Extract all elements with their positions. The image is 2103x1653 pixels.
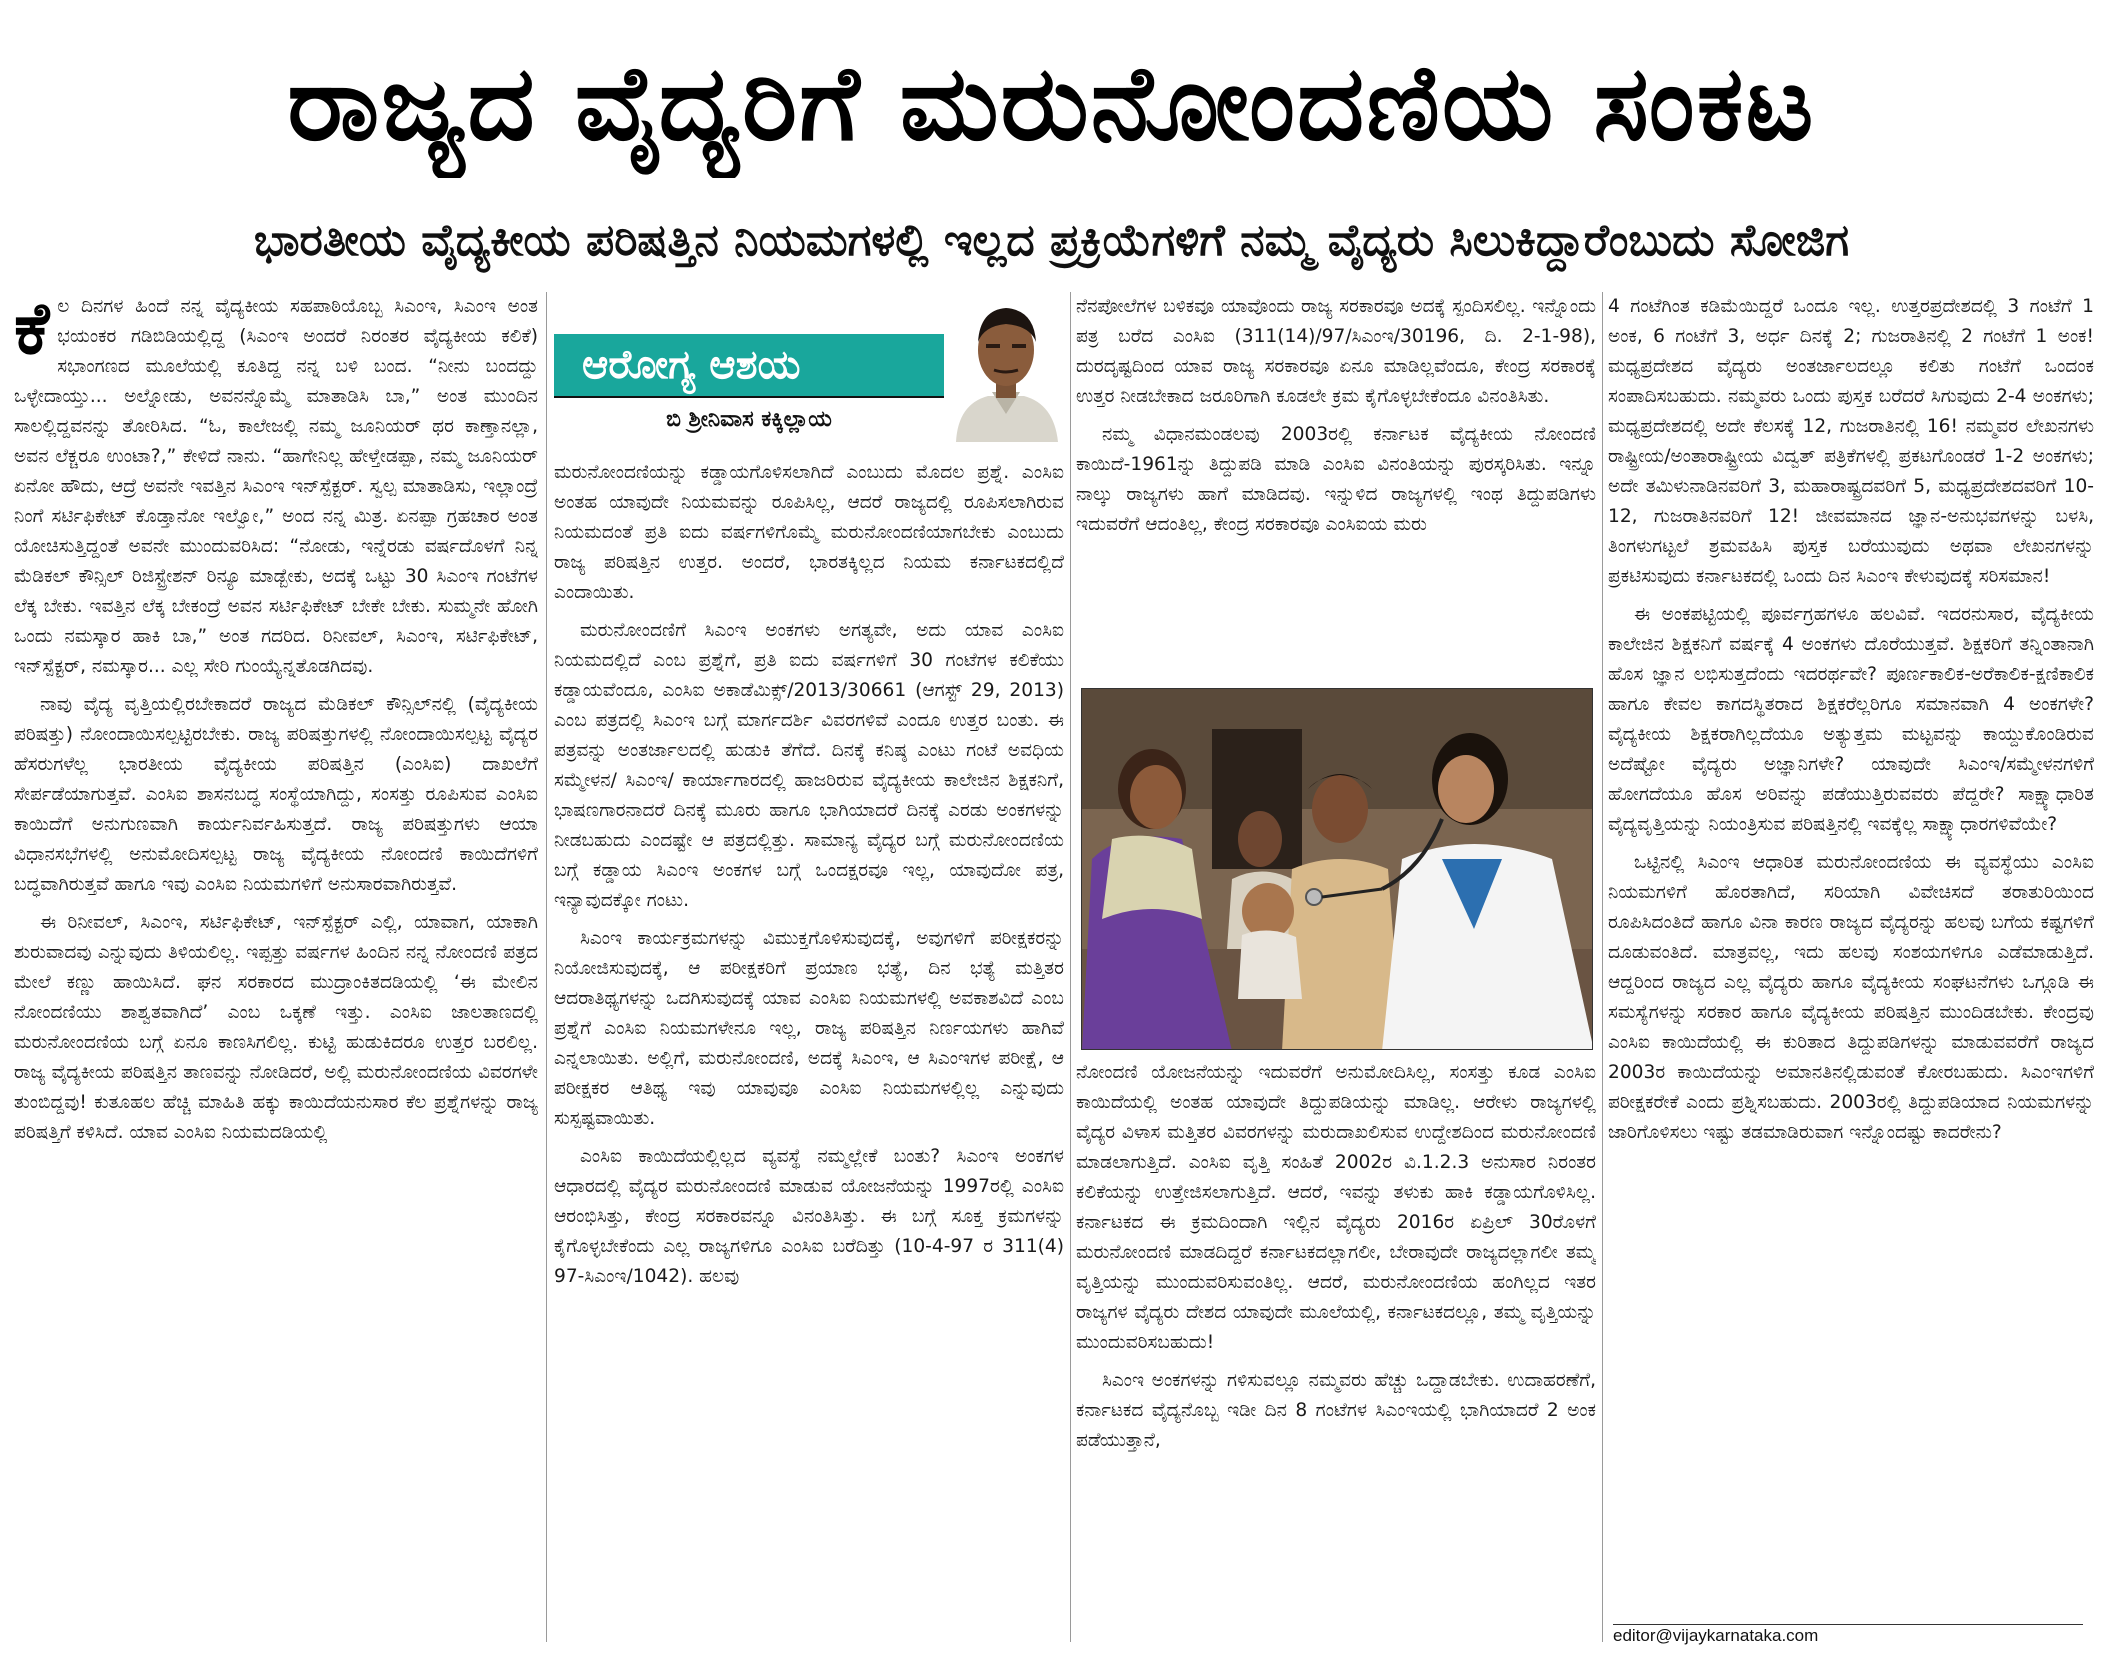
article-paragraph: ನಮ್ಮ ವಿಧಾನಮಂಡಲವು 2003ರಲ್ಲಿ ಕರ್ನಾಟಕ ವೈದ್ಯಕೀಯ ನೋಂದಣಿ ಕಾಯಿದೆ-1961ನ್ನು ತಿದ್ದುಪಡಿ ಮಾಡಿ ಎಂಸಿಐ ವಿನಂತಿಯನ್ನು ಪುರಸ್ಕರಿಸಿತು. ಇನ್ನೂ ನಾಲ್ಕು ರಾಜ್ಯಗಳು ಹಾಗೆ ಮಾಡಿದವು. ಇನ್ನುಳಿದ ರಾಜ್ಯಗಳಲ್ಲಿ ಇಂಥ ತಿದ್ದುಪಡಿಗಳು ಇದುವರೆಗೆ ಆದಂತಿಲ್ಲ, ಕೇಂದ್ರ ಸರಕಾರವೂ ಎಂಸಿಐಯ ಮರು	[1076, 424, 1596, 535]
article-paragraph: ಎಂಸಿಐ ಕಾಯಿದೆಯಲ್ಲಿಲ್ಲದ ವ್ಯವಸ್ಥೆ ನಮ್ಮಲ್ಲೇಕೆ ಬಂತು? ಸಿಎಂಇ ಅಂಕಗಳ ಆಧಾರದಲ್ಲಿ ವೈದ್ಯರ ಮರುನೋಂದಣಿ ಮಾಡುವ ಯೋಜನೆಯನ್ನು 1997ರಲ್ಲಿ ಎಂಸಿಐ ಆರಂಭಿಸಿತ್ತು, ಕೇಂದ್ರ ಸರಕಾರವನ್ನೂ ವಿನಂತಿಸಿತ್ತು. ಈ ಬಗ್ಗೆ ಸೂಕ್ತ ಕ್ರಮಗಳನ್ನು ಕೈಗೊಳ್ಳಬೇಕೆಂದು ಎಲ್ಲ ರಾಜ್ಯಗಳಿಗೂ ಎಂಸಿಐ ಬರೆದಿತ್ತು (10-4-97 ರ 311(4) 97-ಸಿಎಂಇ/1042). ಹಲವು	[554, 1146, 1064, 1287]
column-divider	[1602, 292, 1603, 1642]
article-paragraph: ಮರುನೋಂದಣಿಗೆ ಸಿಎಂಇ ಅಂಕಗಳು ಅಗತ್ಯವೇ, ಅದು ಯಾವ ಎಂಸಿಐ ನಿಯಮದಲ್ಲಿದೆ ಎಂಬ ಪ್ರಶ್ನೆಗೆ, ಪ್ರತಿ ಐದು ವರ್ಷಗಳಿಗೆ 30 ಗಂಟೆಗಳ ಕಲಿಕೆಯು ಕಡ್ಡಾಯವೆಂದೂ, ಎಂಸಿಐ ಅಕಾಡೆಮಿಕ್ಸ್/2013/30661 (ಆಗಸ್ಟ್ 29, 2013) ಎಂಬ ಪತ್ರದಲ್ಲಿ ಸಿಎಂಇ ಬಗ್ಗೆ ಮಾರ್ಗದರ್ಶಿ ವಿವರಗಳಿವೆ ಎಂದೂ ಉತ್ತರ ಬಂತು. ಈ ಪತ್ರವನ್ನು ಅಂತರ್ಜಾಲದಲ್ಲಿ ಹುಡುಕಿ ತೆಗೆದೆ. ದಿನಕ್ಕೆ ಕನಿಷ್ಠ ಎಂಟು ಗಂಟೆ ಅವಧಿಯ ಸಮ್ಮೇಳನ/ ಸಿಎಂಇ/ ಕಾರ್ಯಾಗಾರದಲ್ಲಿ ಹಾಜರಿರುವ ವೈದ್ಯಕೀಯ ಕಾಲೇಜಿನ ಶಿಕ್ಷಕನಿಗೆ, ಭಾಷಣಗಾರನಾದರೆ ದಿನಕ್ಕೆ ಮೂರು ಹಾಗೂ ಭಾಗಿಯಾದರೆ ದಿನಕ್ಕೆ ಎರಡು ಅಂಕಗಳನ್ನು ನೀಡಬಹುದು ಎಂದಷ್ಟೇ ಆ ಪತ್ರದಲ್ಲಿತ್ತು. ಸಾಮಾನ್ಯ ವೈದ್ಯರ ಬಗ್ಗೆ ಮರುನೋಂದಣಿಯ ಬಗ್ಗೆ ಕಡ್ಡಾಯ ಸಿಎಂಇ ಅಂಕಗಳ ಬಗ್ಗೆ ಒಂದಕ್ಷರವೂ ಇಲ್ಲ, ಯಾವುದೋ ಪತ್ರ, ಇನ್ಯಾವುದಕ್ಕೋ ಗಂಟು.	[554, 620, 1064, 911]
author-byline: ಬಿ ಶ್ರೀನಿವಾಸ ಕಕ್ಕಿಲ್ಲಾಯ	[554, 396, 944, 440]
column-divider	[1070, 292, 1071, 1642]
article-paragraph: ಮರುನೋಂದಣಿಯನ್ನು ಕಡ್ಡಾಯಗೊಳಿಸಲಾಗಿದೆ ಎಂಬುದು ಮೊದಲ ಪ್ರಶ್ನೆ. ಎಂಸಿಐ ಅಂತಹ ಯಾವುದೇ ನಿಯಮವನ್ನು ರೂಪಿಸಿಲ್ಲ, ಆದರೆ ರಾಜ್ಯದಲ್ಲಿ ರೂಪಿಸಲಾಗಿರುವ ನಿಯಮದಂತೆ ಪ್ರತಿ ಐದು ವರ್ಷಗಳಿಗೊಮ್ಮೆ ಮರುನೋಂದಣಿಯಾಗಬೇಕು ಎಂಬುದು ರಾಜ್ಯ ಪರಿಷತ್ತಿನ ಉತ್ತರ. ಅಂದರೆ, ಭಾರತಕ್ಕಿಲ್ಲದ ನಿಯಮ ಕರ್ನಾಟಕದಲ್ಲಿದೆ ಎಂದಾಯಿತು.	[554, 462, 1064, 603]
article-photo	[1081, 688, 1593, 1050]
article-paragraph: ಸಿಎಂಇ ಕಾರ್ಯಕ್ರಮಗಳನ್ನು ವಿಮುಕ್ತಗೊಳಿಸುವುದಕ್ಕೆ, ಅವುಗಳಿಗೆ ಪರೀಕ್ಷಕರನ್ನು ನಿಯೋಜಿಸುವುದಕ್ಕೆ, ಆ ಪರೀಕ್ಷಕರಿಗೆ ಪ್ರಯಾಣ ಭತ್ಯೆ, ದಿನ ಭತ್ಯೆ ಮತ್ತಿತರ ಆದರಾತಿಥ್ಯಗಳನ್ನು ಒದಗಿಸುವುದಕ್ಕೆ ಯಾವ ಎಂಸಿಐ ನಿಯಮಗಳಲ್ಲಿ ಅವಕಾಶವಿದೆ ಎಂಬ ಪ್ರಶ್ನೆಗೆ ಎಂಸಿಐ ನಿಯಮಗಳೇನೂ ಇಲ್ಲ, ರಾಜ್ಯ ಪರಿಷತ್ತಿನ ನಿರ್ಣಯಗಳು ಹಾಗಿವೆ ಎನ್ನಲಾಯಿತು. ಅಲ್ಲಿಗೆ, ಮರುನೋಂದಣಿ, ಅದಕ್ಕೆ ಸಿಎಂಇ, ಆ ಸಿಎಂಇಗಳ ಪರೀಕ್ಷೆ, ಆ ಪರೀಕ್ಷಕರ ಆತಿಥ್ಯ ಇವು ಯಾವುವೂ ಎಂಸಿಐ ನಿಯಮಗಳಲ್ಲಿಲ್ಲ ಎನ್ನುವುದು ಸುಸ್ಪಷ್ಟವಾಯಿತು.	[554, 928, 1064, 1129]
article-paragraph: ನೋಂದಣಿ ಯೋಜನೆಯನ್ನು ಇದುವರೆಗೆ ಅನುಮೋದಿಸಿಲ್ಲ, ಸಂಸತ್ತು ಕೂಡ ಎಂಸಿಐ ಕಾಯಿದೆಯಲ್ಲಿ ಅಂತಹ ಯಾವುದೇ ತಿದ್ದುಪಡಿಯನ್ನು ಮಾಡಿಲ್ಲ. ಆರೇಳು ರಾಜ್ಯಗಳಲ್ಲಿ ವೈದ್ಯರ ವಿಳಾಸ ಮತ್ತಿತರ ವಿವರಗಳನ್ನು ಮರುದಾಖಲಿಸುವ ಉದ್ದೇಶದಿಂದ ಮರುನೋಂದಣಿ ಮಾಡಲಾಗುತ್ತಿದೆ. ಎಂಸಿಐ ವೃತ್ತಿ ಸಂಹಿತೆ 2002ರ ವಿ.1.2.3 ಅನುಸಾರ ನಿರಂತರ ಕಲಿಕೆಯನ್ನು ಉತ್ತೇಜಿಸಲಾಗುತ್ತಿದೆ. ಆದರೆ, ಇವನ್ನು ತಳುಕು ಹಾಕಿ ಕಡ್ಡಾಯಗೊಳಿಸಿಲ್ಲ. ಕರ್ನಾಟಕದ ಈ ಕ್ರಮದಿಂದಾಗಿ ಇಲ್ಲಿನ ವೈದ್ಯರು 2016ರ ಏಪ್ರಿಲ್ 30ರೊಳಗೆ ಮರುನೋಂದಣಿ ಮಾಡದಿದ್ದರೆ ಕರ್ನಾಟಕದಲ್ಲಾಗಲೀ, ಬೇರಾವುದೇ ರಾಜ್ಯದಲ್ಲಾಗಲೀ ತಮ್ಮ ವೃತ್ತಿಯನ್ನು ಮುಂದುವರಿಸುವಂತಿಲ್ಲ. ಆದರೆ, ಮರುನೋಂದಣಿಯ ಹಂಗಿಲ್ಲದ ಇತರ ರಾಜ್ಯಗಳ ವೈದ್ಯರು ದೇಶದ ಯಾವುದೇ ಮೂಲೆಯಲ್ಲಿ, ಕರ್ನಾಟಕದಲ್ಲೂ, ತಮ್ಮ ವೃತ್ತಿಯನ್ನು ಮುಂದುವರಿಸಬಹುದು!	[1076, 1062, 1596, 1353]
columnist-box	[554, 292, 1064, 448]
article-column-1	[14, 292, 538, 1642]
article-paragraph: 4 ಗಂಟೆಗಿಂತ ಕಡಿಮೆಯಿದ್ದರೆ ಒಂದೂ ಇಲ್ಲ. ಉತ್ತರಪ್ರದೇಶದಲ್ಲಿ 3 ಗಂಟೆಗೆ 1 ಅಂಕ, 6 ಗಂಟೆಗೆ 3, ಅರ್ಧ ದಿನಕ್ಕೆ 2; ಗುಜರಾತಿನಲ್ಲಿ 2 ಗಂಟೆಗೆ 1 ಅಂಕ! ಮಧ್ಯಪ್ರದೇಶದ ವೈದ್ಯರು ಅಂತರ್ಜಾಲದಲ್ಲೂ ಕಲಿತು ಗಂಟೆಗೆ ಒಂದಂಕ ಸಂಪಾದಿಸಬಹುದು. ನಮ್ಮವರು ಒಂದು ಪುಸ್ತಕ ಬರೆದರೆ ಸಿಗುವುದು 2-4 ಅಂಕಗಳು; ಮಧ್ಯಪ್ರದೇಶದಲ್ಲಿ ಅದೇ ಕೆಲಸಕ್ಕೆ 12, ಗುಜರಾತಿನಲ್ಲಿ 16! ನಮ್ಮವರ ಲೇಖನಗಳು ರಾಷ್ಟ್ರೀಯ/ಅಂತಾರಾಷ್ಟ್ರೀಯ ವಿದ್ವತ್ ಪತ್ರಿಕೆಗಳಲ್ಲಿ ಪ್ರಕಟಗೊಂಡರೆ 1-2 ಅಂಕಗಳು; ಅದೇ ತಮಿಳುನಾಡಿನವರಿಗೆ 3, ಮಹಾರಾಷ್ಟ್ರದವರಿಗೆ 5, ಮಧ್ಯಪ್ರದೇಶದವರಿಗೆ 10-12, ಗುಜರಾತಿನವರಿಗೆ 12! ಜೀವಮಾನದ ಜ್ಞಾನ-ಅನುಭವಗಳನ್ನು ಬಳಸಿ, ತಿಂಗಳುಗಟ್ಟಲೆ ಶ್ರಮವಹಿಸಿ ಪುಸ್ತಕ ಬರೆಯುವುದು ಅಥವಾ ಲೇಖನಗಳನ್ನು ಪ್ರಕಟಿಸುವುದು ಕರ್ನಾಟಕದಲ್ಲಿ ಒಂದು ದಿನ ಸಿಎಂಇ ಕೇಳುವುದಕ್ಕೆ ಸರಿಸಮಾನ!	[1608, 296, 2094, 587]
column-title: ಆರೋಗ್ಯ ಆಶಯ	[554, 334, 944, 396]
article-paragraph: ಕೆಲ ದಿನಗಳ ಹಿಂದೆ ನನ್ನ ವೈದ್ಯಕೀಯ ಸಹಪಾಠಿಯೊಬ್ಬ ಸಿಎಂಇ, ಸಿಎಂಇ ಅಂತ ಭಯಂಕರ ಗಡಿಬಿಡಿಯಲ್ಲಿದ್ದ (ಸಿಎಂಇ ಅಂದರೆ ನಿರಂತರ ವೈದ್ಯಕೀಯ ಕಲಿಕೆ) ಸಭಾಂಗಣದ ಮೂಲೆಯಲ್ಲಿ ಕೂತಿದ್ದ ನನ್ನ ಬಳಿ ಬಂದ. “ನೀನು ಬಂದದ್ದು ಒಳ್ಳೇದಾಯ್ತು... ಅಲ್ನೋಡು, ಅವನನ್ನೊಮ್ಮೆ ಮಾತಾಡಿಸಿ ಬಾ,” ಅಂತ ಮುಂದಿನ ಸಾಲಲ್ಲಿದ್ದವನನ್ನು ತೋರಿಸಿದ. “ಓ, ಕಾಲೇಜಲ್ಲಿ ನಮ್ಮ ಜೂನಿಯರ್ ಥರ ಕಾಣ್ತಾನಲ್ಲಾ, ಅವನ ಲೆಕ್ಚರೂ ಉಂಟಾ?,” ಕೇಳಿದೆ ನಾನು. “ಹಾಗೇನಿಲ್ಲ ಹೇಳ್ತೇಡಪ್ಪಾ, ನಮ್ಮ ಜೂನಿಯರ್ ಏನೋ ಹೌದು, ಆದ್ರೆ ಅವನೇ ಇವತ್ತಿನ ಸಿಎಂಇ ಇನ್‌ಸ್ಪೆಕ್ಟರ್. ಸ್ವಲ್ಪ ಮಾತಾಡಿಸು, ಇಲ್ಲಾಂದ್ರೆ ನಿಂಗೆ ಸರ್ಟಿಫಿಕೇಟ್ ಕೊಡ್ತಾನೋ ಇಲ್ವೋ,” ಅಂದ ನನ್ನ ಮಿತ್ರ. ಏನಪ್ಪಾ ಗ್ರಹಚಾರ ಅಂತ ಯೋಚಿಸುತ್ತಿದ್ದಂತೆ ಅವನೇ ಮುಂದುವರಿಸಿದ: “ನೋಡು, ಇನ್ನೆರಡು ವರ್ಷದೊಳಗೆ ನಿನ್ನ ಮೆಡಿಕಲ್ ಕೌನ್ಸಿಲ್ ರಿಜಿಸ್ಟ್ರೇಶನ್ ರಿನ್ಯೂ ಮಾಡ್ಬೇಕು, ಅದಕ್ಕೆ ಒಟ್ಟು 30 ಸಿಎಂಇ ಗಂಟೆಗಳ ಲೆಕ್ಕ ಬೇಕು. ಇವತ್ತಿನ ಲೆಕ್ಕ ಬೇಕಂದ್ರೆ ಅವನ ಸರ್ಟಿಫಿಕೇಟ್ ಬೇಕೇ ಬೇಕು. ಸುಮ್ಮನೇ ಹೋಗಿ ಒಂದು ನಮಸ್ಕಾರ ಹಾಕಿ ಬಾ,” ಅಂತ ಗದರಿದ. ರಿನೀವಲ್, ಸಿಎಂಇ, ಸರ್ಟಿಫಿಕೇಟ್, ಇನ್‌ಸ್ಪೆಕ್ಟರ್, ನಮಸ್ಕಾರ... ಎಲ್ಲ ಸೇರಿ ಗುಂಯ್ಯೆನ್ನತೊಡಗಿದವು.	[14, 292, 538, 677]
headline: ರಾಜ್ಯದ ವೈದ್ಯರಿಗೆ ಮರುನೋಂದಣಿಯ ಸಂಕಟ	[287, 42, 1816, 164]
article-column-4	[1608, 292, 2094, 1618]
article-column-3-continued	[1076, 1058, 1596, 1642]
article-column-3	[1076, 292, 1596, 682]
article-column-2	[554, 458, 1064, 1642]
author-portrait	[948, 292, 1064, 442]
column-divider	[546, 292, 547, 1642]
subheadline: ಭಾರತೀಯ ವೈದ್ಯಕೀಯ ಪರಿಷತ್ತಿನ ನಿಯಮಗಳಲ್ಲಿ ಇಲ್ಲದ ಪ್ರಕ್ರಿಯೆಗಳಿಗೆ ನಮ್ಮ ವೈದ್ಯರು ಸಿಲುಕಿದ್ದಾರೆಂಬುದು ಸೋಜಿಗ	[253, 215, 1850, 266]
article-paragraph: ಸಿಎಂಇ ಅಂಕಗಳನ್ನು ಗಳಿಸುವಲ್ಲೂ ನಮ್ಮವರು ಹೆಚ್ಚು ಒದ್ದಾಡಬೇಕು. ಉದಾಹರಣೆಗೆ, ಕರ್ನಾಟಕದ ವೈದ್ಯನೊಬ್ಬ ಇಡೀ ದಿನ 8 ಗಂಟೆಗಳ ಸಿಎಂಇಯಲ್ಲಿ ಭಾಗಿಯಾದರೆ 2 ಅಂಕ ಪಡೆಯುತ್ತಾನೆ,	[1076, 1370, 1596, 1451]
article-paragraph: ನಾವು ವೈದ್ಯ ವೃತ್ತಿಯಲ್ಲಿರಬೇಕಾದರೆ ರಾಜ್ಯದ ಮೆಡಿಕಲ್ ಕೌನ್ಸಿಲ್‌ನಲ್ಲಿ (ವೈದ್ಯಕೀಯ ಪರಿಷತ್ತು) ನೋಂದಾಯಿಸಲ್ಪಟ್ಟಿರಬೇಕು. ರಾಜ್ಯ ಪರಿಷತ್ತುಗಳಲ್ಲಿ ನೋಂದಾಯಿಸಲ್ಪಟ್ಟ ವೈದ್ಯರ ಹೆಸರುಗಳೆಲ್ಲ ಭಾರತೀಯ ವೈದ್ಯಕೀಯ ಪರಿಷತ್ತಿನ (ಎಂಸಿಐ) ದಾಖಲೆಗೆ ಸೇರ್ಪಡೆಯಾಗುತ್ತವೆ. ಎಂಸಿಐ ಶಾಸನಬದ್ಧ ಸಂಸ್ಥೆಯಾಗಿದ್ದು, ಸಂಸತ್ತು ರೂಪಿಸುವ ಎಂಸಿಐ ಕಾಯಿದೆಗೆ ಅನುಗುಣವಾಗಿ ಕಾರ್ಯನಿರ್ವಹಿಸುತ್ತದೆ. ರಾಜ್ಯ ಪರಿಷತ್ತುಗಳು ಆಯಾ ವಿಧಾನಸಭೆಗಳಲ್ಲಿ ಅನುಮೋದಿಸಲ್ಪಟ್ಟ ರಾಜ್ಯ ವೈದ್ಯಕೀಯ ನೋಂದಣಿ ಕಾಯಿದೆಗಳಿಗೆ ಬದ್ಧವಾಗಿರುತ್ತವೆ ಹಾಗೂ ಇವು ಎಂಸಿಐ ನಿಯಮಗಳಿಗೆ ಅನುಸಾರವಾಗಿರುತ್ತವೆ.	[14, 694, 538, 895]
article-paragraph: ಈ ಅಂಕಪಟ್ಟಿಯಲ್ಲಿ ಪೂರ್ವಗ್ರಹಗಳೂ ಹಲವಿವೆ. ಇದರನುಸಾರ, ವೈದ್ಯಕೀಯ ಕಾಲೇಜಿನ ಶಿಕ್ಷಕನಿಗೆ ವರ್ಷಕ್ಕೆ 4 ಅಂಕಗಳು ದೊರೆಯುತ್ತವೆ. ಶಿಕ್ಷಕರಿಗೆ ತನ್ನಿಂತಾನಾಗಿ ಹೊಸ ಜ್ಞಾನ ಲಭಿಸುತ್ತದೆಂದು ಇದರರ್ಥವೇ? ಪೂರ್ಣಕಾಲಿಕ-ಅರೆಕಾಲಿಕ-ಕ್ಷಣಿಕಾಲಿಕ ಹಾಗೂ ಕೇವಲ ಕಾಗದಸ್ಥಿತರಾದ ಶಿಕ್ಷಕರೆಲ್ಲರಿಗೂ ಸಮಾನವಾಗಿ 4 ಅಂಕಗಳೇ? ವೈದ್ಯಕೀಯ ಶಿಕ್ಷಕರಾಗಿಲ್ಲದೆಯೂ ಅತ್ಯುತ್ತಮ ಮಟ್ಟವನ್ನು ಕಾಯ್ದುಕೊಂಡಿರುವ ಅದೆಷ್ಟೋ ವೈದ್ಯರು ಅಜ್ಞಾನಿಗಳೇ? ಯಾವುದೇ ಸಿಎಂಇ/ಸಮ್ಮೇಳನಗಳಿಗೆ ಹೋಗದೆಯೂ ಹೊಸ ಅರಿವನ್ನು ಪಡೆಯುತ್ತಿರುವವರು ಪೆದ್ದರೇ? ಸಾಕ್ಷ್ಯಾಧಾರಿತ ವೈದ್ಯವೃತ್ತಿಯನ್ನು ನಿಯಂತ್ರಿಸುವ ಪರಿಷತ್ತಿನಲ್ಲಿ ಇವಕ್ಕೆಲ್ಲ ಸಾಕ್ಷ್ಯಾಧಾರಗಳಿವೆಯೇ?	[1608, 604, 2094, 835]
drop-cap: ಕೆ	[14, 292, 50, 370]
editor-email[interactable]: editor@vijaykarnataka.com	[1613, 1624, 2083, 1648]
article-paragraph: ನೆನಪೋಲೆಗಳ ಬಳಿಕವೂ ಯಾವೊಂದು ರಾಜ್ಯ ಸರಕಾರವೂ ಅದಕ್ಕೆ ಸ್ಪಂದಿಸಲಿಲ್ಲ. ಇನ್ನೊಂದು ಪತ್ರ ಬರೆದ ಎಂಸಿಐ (311(14)/97/ಸಿಎಂಇ/30196, ದಿ. 2-1-98), ದುರದೃಷ್ಟದಿಂದ ಯಾವ ರಾಜ್ಯ ಸರಕಾರವೂ ಏನೂ ಮಾಡಿಲ್ಲವೆಂದೂ, ಕೇಂದ್ರ ಸರಕಾರಕ್ಕೆ ಉತ್ತರ ನೀಡಬೇಕಾದ ಜರೂರಿಗಾಗಿ ಕೂಡಲೇ ಕ್ರಮ ಕೈಗೊಳ್ಳಬೇಕೆಂದೂ ವಿನಂತಿಸಿತು.	[1076, 296, 1596, 407]
article-paragraph: ಒಟ್ಟಿನಲ್ಲಿ ಸಿಎಂಇ ಆಧಾರಿತ ಮರುನೋಂದಣಿಯ ಈ ವ್ಯವಸ್ಥೆಯು ಎಂಸಿಐ ನಿಯಮಗಳಿಗೆ ಹೊರತಾಗಿದೆ, ಸರಿಯಾಗಿ ವಿವೇಚಿಸದೆ ತರಾತುರಿಯಿಂದ ರೂಪಿಸಿದಂತಿದೆ ಹಾಗೂ ವಿನಾ ಕಾರಣ ರಾಜ್ಯದ ವೈದ್ಯರನ್ನು ಹಲವು ಬಗೆಯ ಕಷ್ಟಗಳಿಗೆ ದೂಡುವಂತಿದೆ. ಮಾತ್ರವಲ್ಲ, ಇದು ಹಲವು ಸಂಶಯಗಳಿಗೂ ಎಡೆಮಾಡುತ್ತಿದೆ. ಆದ್ದರಿಂದ ರಾಜ್ಯದ ಎಲ್ಲ ವೈದ್ಯರು ಹಾಗೂ ವೈದ್ಯಕೀಯ ಸಂಘಟನೆಗಳು ಒಗ್ಗೂಡಿ ಈ ಸಮಸ್ಯೆಗಳನ್ನು ಸರಕಾರ ಹಾಗೂ ವೈದ್ಯಕೀಯ ಪರಿಷತ್ತಿನ ಮುಂದಿಡಬೇಕು. ಕೇಂದ್ರವು ಎಂಸಿಐ ಕಾಯಿದೆಯಲ್ಲಿ ಈ ಕುರಿತಾದ ತಿದ್ದುಪಡಿಗಳನ್ನು ಮಾಡುವವರೆಗೆ ರಾಜ್ಯದ 2003ರ ಕಾಯಿದೆಯನ್ನು ಅಮಾನತಿನಲ್ಲಿಡುವಂತೆ ಕೋರಬಹುದು. ಸಿಎಂಇಗಳಿಗೆ ಪರೀಕ್ಷಕರೇಕೆ ಎಂದು ಪ್ರಶ್ನಿಸಬಹುದು. 2003ರಲ್ಲಿ ತಿದ್ದುಪಡಿಯಾದ ನಿಯಮಗಳನ್ನು ಜಾರಿಗೊಳಿಸಲು ಇಷ್ಟು ತಡಮಾಡಿರುವಾಗ ಇನ್ನೊಂದಷ್ಟು ಕಾದರೇನು?	[1608, 852, 2094, 1143]
article-paragraph: ಈ ರಿನೀವಲ್, ಸಿಎಂಇ, ಸರ್ಟಿಫಿಕೇಟ್, ಇನ್‌ಸ್ಪೆಕ್ಟರ್ ಎಲ್ಲಿ, ಯಾವಾಗ, ಯಾಕಾಗಿ ಶುರುವಾದವು ಎನ್ನುವುದು ತಿಳಿಯಲಿಲ್ಲ. ಇಪ್ಪತ್ತು ವರ್ಷಗಳ ಹಿಂದಿನ ನನ್ನ ನೋಂದಣಿ ಪತ್ರದ ಮೇಲೆ ಕಣ್ಣು ಹಾಯಿಸಿದೆ. ಘನ ಸರಕಾರದ ಮುದ್ರಾಂಕಿತದಡಿಯಲ್ಲಿ ‘ಈ ಮೇಲಿನ ನೋಂದಣಿಯು ಶಾಶ್ವತವಾಗಿದೆ’ ಎಂಬ ಒಕ್ಕಣೆ ಇತ್ತು. ಎಂಸಿಐ ಜಾಲತಾಣದಲ್ಲಿ ಮರುನೋಂದಣಿಯ ಬಗ್ಗೆ ಏನೂ ಕಾಣಸಿಗಲಿಲ್ಲ. ಕುಟ್ಟಿ ಹುಡುಕಿದರೂ ಉತ್ತರ ಬರಲಿಲ್ಲ. ರಾಜ್ಯ ವೈದ್ಯಕೀಯ ಪರಿಷತ್ತಿನ ತಾಣವನ್ನು ನೋಡಿದರೆ, ಅಲ್ಲಿ ಮರುನೋಂದಣಿಯ ವಿವರಗಳೇ ತುಂಬಿದ್ದವು! ಕುತೂಹಲ ಹೆಚ್ಚಿ ಮಾಹಿತಿ ಹಕ್ಕು ಕಾಯಿದೆಯನುಸಾರ ಕೆಲ ಪ್ರಶ್ನೆಗಳನ್ನು ರಾಜ್ಯ ಪರಿಷತ್ತಿಗೆ ಕಳಿಸಿದೆ. ಯಾವ ಎಂಸಿಐ ನಿಯಮದಡಿಯಲ್ಲಿ	[14, 912, 538, 1143]
